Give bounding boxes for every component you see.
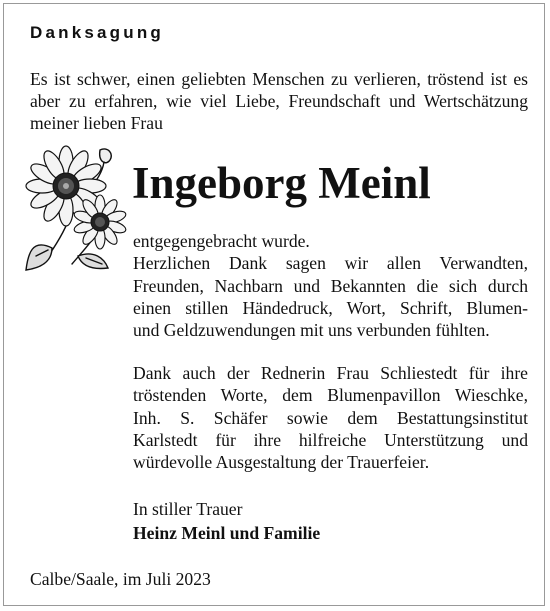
acknowledgment-line: Inh. S. Schäfer sowie dem Bestattungsinstitut xyxy=(133,407,528,428)
thanks-line: Herzlichen Dank sagen wir allen Verwandten, xyxy=(133,253,528,274)
acknowledgment-line: Dank auch der Rednerin Frau Schliestedt für ihre xyxy=(133,363,528,383)
place-date: Calbe/Saale, im Juli 2023 xyxy=(30,569,211,589)
deceased-name: Ingeborg Meinl xyxy=(132,158,431,208)
sunflower-icon xyxy=(22,144,130,272)
intro-text: Es ist schwer, einen geliebten Menschen zu verlieren, tröstend ist es aber zu erfahren, wie viel Liebe, Freundschaft und Wertschätzung meiner lieben Frau xyxy=(30,69,528,133)
acknowledgment-line: würdevolle Ausgestaltung der Trauerfeier. xyxy=(133,452,430,473)
thanks-line: und Geldzuwendungen mit uns verbunden fühlten. xyxy=(133,320,490,341)
acknowledgment-line: Karlstedt für ihre hilfreiche Unterstützung und xyxy=(133,429,528,450)
thanks-line: entgegengebracht wurde. xyxy=(133,231,310,251)
signoff-name: Heinz Meinl und Familie xyxy=(133,523,321,543)
acknowledgment-line: tröstenden Worte, dem Blumenpavillon Wieschke, xyxy=(133,385,528,406)
thanks-line: Freunden, Nachbarn und Bekannten die sich durch xyxy=(133,275,528,296)
notice-frame xyxy=(3,3,545,606)
notice-heading: Danksagung xyxy=(30,23,165,42)
thanks-paragraph xyxy=(133,230,528,341)
acknowledgment-paragraph xyxy=(133,362,528,473)
signoff-intro: In stiller Trauer xyxy=(133,499,243,519)
thanks-line: einen stillen Händedruck, Wort, Schrift, Blumen- xyxy=(133,297,528,318)
